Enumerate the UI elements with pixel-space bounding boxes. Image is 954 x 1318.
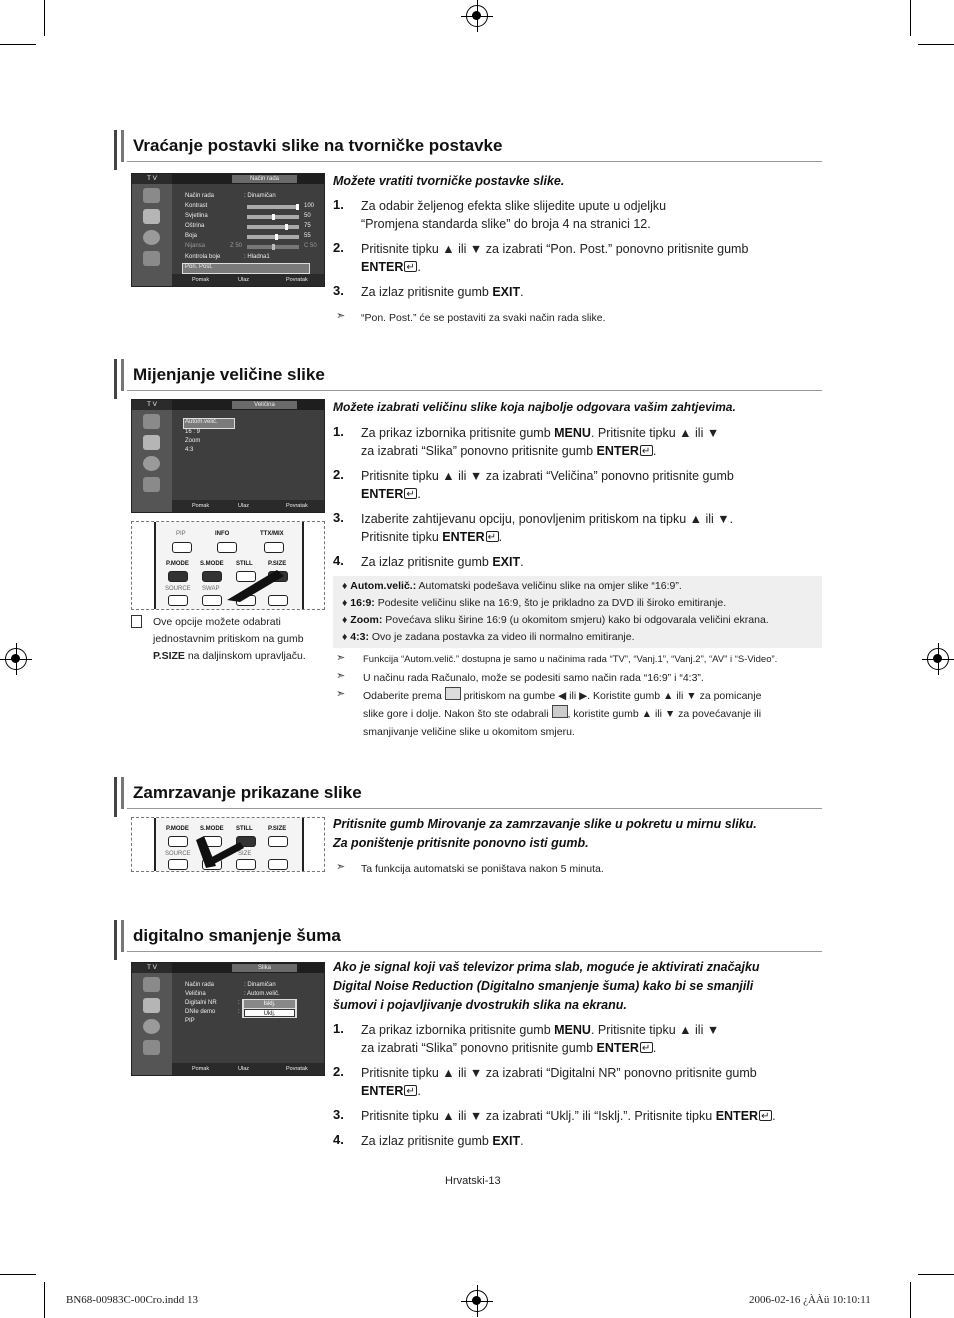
menu-header: Slika [232,964,297,972]
crop-mark [44,1282,45,1318]
section-rule [127,951,822,952]
tv-menu-screen [131,962,325,1076]
source-button [168,859,188,870]
footer-move: Pomak [192,277,210,283]
crop-mark [918,1274,954,1275]
section-title: Vraćanje postavki slike na tvorničke postavke [133,136,503,155]
crop-mark [910,0,911,36]
remote-label: S.MODE [200,826,224,832]
step-line: Za prikaz izbornika pritisnite gumb [361,426,555,440]
menu-item: Zoom [185,438,201,444]
enter-key-label: ENTER [596,444,639,458]
option-on: Uklj. [244,1009,295,1017]
size-mode-icon [552,705,568,718]
registration-mark-icon [5,648,27,670]
option-bullet [342,578,682,595]
tv-menu-screen [131,399,325,513]
note-line: Odaberite prema [363,690,442,702]
note-text: Funkcija “Autom.velič.” dostupna je samo u načinima rada “TV”, “Vanj.1”, “Vanj.2”, “AV” i “S-Video”. [363,654,778,665]
step-line: Izaberite zahtijevanu opciju, ponovljenim pritiskom na tipku ▲ ili ▼. [361,512,734,526]
enter-key-label: ENTER [715,1109,759,1123]
bullet-icon: ♦ [342,580,348,592]
section-marker [114,920,117,960]
psize-button [268,836,288,847]
tv-label: T V [132,174,172,184]
menu-key-label: MENU [554,1023,591,1037]
option-off: Isklj. [244,1000,295,1008]
remote-label: P.SIZE [268,561,287,567]
footer-enter: Ulaz [238,1066,250,1072]
step-number: 2. [333,240,344,255]
section-marker [114,359,117,399]
crop-mark [0,1274,36,1275]
enter-key-label: ENTER [442,530,485,544]
step-number: 1. [333,197,344,212]
sound-icon [143,209,160,224]
option-name: Zoom: [350,614,383,626]
remote-control-illustration [131,817,325,872]
picture-icon [143,414,160,429]
side-note-line: jednostavnim pritiskom na gumb [153,633,304,645]
menu-footer [172,274,324,286]
menu-footer [172,1063,324,1075]
step-line: za izabrati “Slika” ponovno pritisnite gumb [361,444,597,458]
pip-button [172,542,192,553]
intro-text: Možete izabrati veličinu slike koja najbolje odgovara vašim zahtjevima. [333,400,736,414]
channel-icon [143,230,160,245]
step-number: 3. [333,283,344,298]
note-text [363,687,761,741]
step-line: za izabrati “Slika” ponovno pritisnite gumb [361,1041,597,1055]
enter-key-label: ENTER [596,1041,639,1055]
enter-icon [640,1042,653,1053]
enter-icon [404,261,417,272]
menu-value: Z 50 [230,243,243,249]
step-line: . Pritisnite tipku ▲ ili ▼ [590,1023,720,1037]
section-rule [127,161,822,162]
channel-icon [143,456,160,471]
menu-value: : Hladna1 [244,254,270,260]
side-note-line: Ove opcije možete odabrati [153,616,281,628]
option-bullet [342,612,769,629]
section-rule [127,390,822,391]
section-marker [121,777,124,809]
slider [247,245,299,249]
option-desc: Podesite veličinu slike na 16:9, što je prikladno za DVD ili široko emitiranje. [374,597,727,609]
menu-footer [172,500,324,512]
menu-item: Kontrast [185,203,208,209]
step-text: Pritisnite tipku ▲ ili ▼ za izabrati “Uklj.” ili “Isklj.”. Pritisnite tipku ENTER↵ . [361,1107,776,1125]
pmode-button [168,571,188,582]
step-line: Za izlaz pritisnite gumb [361,555,493,569]
note-icon [131,615,142,628]
footer-enter: Ulaz [238,277,250,283]
registration-mark-icon [466,1290,488,1312]
menu-item: DNIe demo [185,1009,216,1015]
note-line: , koristite gumb ▲ ili ▼ za povećavanje ili [567,708,762,720]
option-desc: Povećava sliku širine 16:9 (u okomitom smjeru) kako bi odgovarala veličini ekrana. [382,614,769,626]
remote-label: P.MODE [166,826,189,832]
remote-control-illustration [131,521,325,610]
crop-mark [918,44,954,45]
intro-line: Digital Noise Reduction (Digitalno smanjenje šuma) kako bi se smanjili [333,979,754,993]
enter-icon [759,1110,772,1121]
sound-icon [143,998,160,1013]
enter-key-label: ENTER [361,487,404,501]
menu-value: : Dinamičan [244,982,276,988]
menu-item: Nijansa [185,243,206,249]
ttx-mix-button [264,542,284,553]
slider [247,215,299,219]
setup-icon [143,251,160,266]
step-line: Za odabir željenog efekta slike slijedite upute u odjeljku [361,199,667,213]
menu-item: Boja [185,233,198,239]
tv-label: T V [132,963,172,973]
note-text: U načinu rada Računalo, može se podesiti samo način rada “16:9” i “4:3”. [363,672,704,684]
bullet-icon: ♦ [342,614,348,626]
pointing-hand-icon [222,562,292,602]
step-line: Pritisnite tipku ▲ ili ▼ za izabrati “Uklj.” ili “Isklj.”. Pritisnite tipku [361,1109,716,1123]
step-text: Za prikaz izbornika pritisnite gumb MENU. Pritisnite tipku ▲ ili ▼ za izabrati “Slika” ponovno pritisnite gumb ENTER↵ . [361,424,719,460]
menu-value: 100 [304,203,315,209]
option-bullet [342,629,635,646]
step-text [361,197,666,233]
step-text: Pritisnite tipku ▲ ili ▼ za izabrati “Pon. Post.” ponovno pritisnite gumb ENTER↵ . [361,240,748,276]
menu-value: : [238,1000,240,1006]
step-line: . Pritisnite tipku ▲ ili ▼ [590,426,720,440]
step-number: 4. [333,1132,344,1147]
note-line: pritiskom na gumbe ◀ ili ▶. Koristite gumb ▲ ili ▼ za pomicanje [463,690,762,702]
menu-value: : [238,1009,240,1015]
setup-icon [143,477,160,492]
enter-icon [404,1085,417,1096]
picture-icon [143,977,160,992]
remote-label: PIP [176,531,186,537]
punct: . [520,285,524,299]
remote-label: STILL [236,561,253,567]
section-title: digitalno smanjenje šuma [133,926,341,945]
option-bullet [342,595,726,612]
crop-mark [0,44,36,45]
step-line: Za prikaz izbornika pritisnite gumb [361,1023,555,1037]
option-name: Autom.velič.: [350,580,417,592]
step-line: Pritisnite tipku ▲ ili ▼ za izabrati “Digitalni NR” ponovno pritisnite gumb [361,1066,757,1080]
menu-value: 75 [304,223,311,229]
menu-item: Oštrina [185,223,205,229]
smode-button [202,571,222,582]
note-line: slike gore i dolje. Nakon što ste odabrali [363,708,549,720]
step-number: 1. [333,1021,344,1036]
footer-enter: Ulaz [238,503,250,509]
step-number: 3. [333,510,344,525]
intro-text: Možete vratiti tvorničke postavke slike. [333,174,565,188]
menu-header: Način rada [232,175,297,183]
tv-menu-screen [131,173,325,287]
menu-item: Svjetlina [185,213,208,219]
footer-return: Povratak [286,1066,308,1072]
option-desc: Ovo je zadana postavka za video ili normalno emitiranje. [368,631,635,643]
menu-item-selected: Pon. Post. [185,264,213,270]
note-arrow-icon: ➣ [336,670,346,682]
remote-label: SOURCE [165,851,191,857]
section-rule [127,808,822,809]
menu-item: Veličina [185,991,206,997]
menu-item: 4:3 [185,447,194,453]
size-mode-icon [445,687,461,700]
step-text [361,283,524,301]
registration-mark-icon [927,648,949,670]
remote-label: P.MODE [166,561,189,567]
slider [247,235,299,239]
note-arrow-icon: ➣ [336,310,346,322]
enter-key-label: ENTER [361,1084,404,1098]
note-arrow-icon: ➣ [336,652,346,664]
exit-key-label: EXIT [492,285,521,299]
menu-item: 16 : 9 [185,429,201,435]
menu-value: 55 [304,233,311,239]
menu-value: : Dinamičan [244,193,276,199]
crop-mark [44,0,45,36]
enter-icon [404,488,417,499]
registration-mark-icon [466,5,488,27]
bullet-icon: ♦ [342,631,348,643]
step-text: Pritisnite tipku ▲ ili ▼ za izabrati “Veličina” ponovno pritisnite gumb ENTER↵ . [361,467,734,503]
footer-return: Povratak [286,277,308,283]
channel-icon [143,1019,160,1034]
menu-item: Digitalni NR [185,1000,217,1006]
menu-header: Veličina [232,401,297,409]
step-number: 4. [333,553,344,568]
pmode-button [168,836,188,847]
sound-icon [143,435,160,450]
info-button [217,542,237,553]
note-arrow-icon: ➣ [336,861,346,873]
enter-icon [486,531,499,542]
intro-line: šumovi i pojavljivanje dvostrukih slika na ekranu. [333,998,627,1012]
setup-icon [143,1040,160,1055]
slider [247,225,299,229]
step-line: Pritisnite tipku [361,530,443,544]
menu-value: : Autom.velič. [244,991,280,997]
footer-move: Pomak [192,503,210,509]
enter-key-label: ENTER [361,260,404,274]
option-name: 16:9: [350,597,375,609]
menu-item: Način rada [185,982,215,988]
step-number: 2. [333,467,344,482]
remote-label: STILL [236,826,253,832]
footer-return: Povratak [286,503,308,509]
side-note-line: na daljinskom upravljaču. [187,650,306,662]
swap-button [202,595,222,606]
section-title: Zamrzavanje prikazane slike [133,783,362,802]
remote-label: TTX/MIX [260,531,284,537]
menu-key-label: MENU [554,426,591,440]
step-text: Za izlaz pritisnite gumb EXIT. [361,555,524,569]
side-note [153,614,306,665]
intro-line: Ako je signal koji vaš televizor prima slab, moguće je aktivirati značajku [333,960,760,974]
menu-item: PIP [185,1018,195,1024]
tv-label: T V [132,400,172,410]
crop-mark [910,1282,911,1318]
section-marker [121,359,124,391]
note-text: “Pon. Post.” će se postaviti za svaki način rada slike. [361,312,606,324]
psize-label: P.SIZE [153,650,185,662]
menu-item: Kontrola boje [185,254,221,260]
step-number: 3. [333,1107,344,1122]
section-marker [114,777,117,817]
remote-label: SWAP [202,586,220,592]
print-filename: BN68-00983C-00Cro.indd 13 [66,1294,198,1306]
page-number: Hrvatski-13 [445,1175,501,1187]
menu-value: 50 [304,213,311,219]
enter-icon [640,445,653,456]
remote-label: SOURCE [165,586,191,592]
step-line: Pritisnite tipku ▲ ili ▼ za izabrati “Pon. Post.” ponovno pritisnite gumb [361,242,749,256]
step-line: Za izlaz pritisnite gumb [361,1134,493,1148]
slider [247,205,299,209]
step-line: “Promjena standarda slike” do broja 4 na stranici 12. [361,217,651,231]
step-text: Za izlaz pritisnite gumb EXIT. [361,1134,524,1148]
intro-text: Za poništenje pritisnite ponovno isti gumb. [333,836,589,850]
pointing-hand-icon [192,828,252,868]
up-button [268,859,288,870]
step-text: Za prikaz izbornika pritisnite gumb MENU. Pritisnite tipku ▲ ili ▼ za izabrati “Slika” ponovno pritisnite gumb ENTER↵ . [361,1021,719,1057]
intro-text [333,958,760,1015]
source-button [168,595,188,606]
section-marker [121,920,124,952]
bullet-icon: ♦ [342,597,348,609]
footer-move: Pomak [192,1066,210,1072]
intro-text: Pritisnite gumb Mirovanje za zamrzavanje slike u pokretu u mirnu sliku. [333,817,757,831]
section-title: Mijenjanje veličine slike [133,365,325,384]
step-line: Za izlaz pritisnite gumb [361,285,493,299]
note-arrow-icon: ➣ [336,688,346,700]
remote-label: SIZE [238,851,252,857]
exit-key-label: EXIT [492,1134,521,1148]
print-timestamp: 2006-02-16 ¿ÀÀü 10:10:11 [749,1294,871,1306]
menu-item-selected: Autom.velič. [185,419,218,425]
note-line: smanjivanje veličine slike u okomitom smjeru. [363,726,575,738]
menu-value: C 50 [304,243,317,249]
step-number: 2. [333,1064,344,1079]
remote-label: P.SIZE [268,826,287,832]
section-marker [114,130,117,170]
step-text: Pritisnite tipku ▲ ili ▼ za izabrati “Digitalni NR” ponovno pritisnite gumb ENTER↵ . [361,1064,757,1100]
menu-item: Način rada [185,193,215,199]
remote-label: INFO [215,531,230,537]
step-line: Pritisnite tipku ▲ ili ▼ za izabrati “Veličina” ponovno pritisnite gumb [361,469,734,483]
note-text: Ta funkcija automatski se poništava nakon 5 minuta. [361,863,604,875]
option-desc: Automatski podešava veličinu slike na omjer slike “16:9”. [416,580,682,592]
step-text: Izaberite zahtijevanu opciju, ponovljenim pritiskom na tipku ▲ ili ▼. Pritisnite tipku ENTER↵ . [361,510,733,546]
section-marker [121,130,124,162]
remote-label: S.MODE [200,561,224,567]
step-number: 1. [333,424,344,439]
exit-key-label: EXIT [492,555,521,569]
picture-icon [143,188,160,203]
option-name: 4:3: [350,631,369,643]
